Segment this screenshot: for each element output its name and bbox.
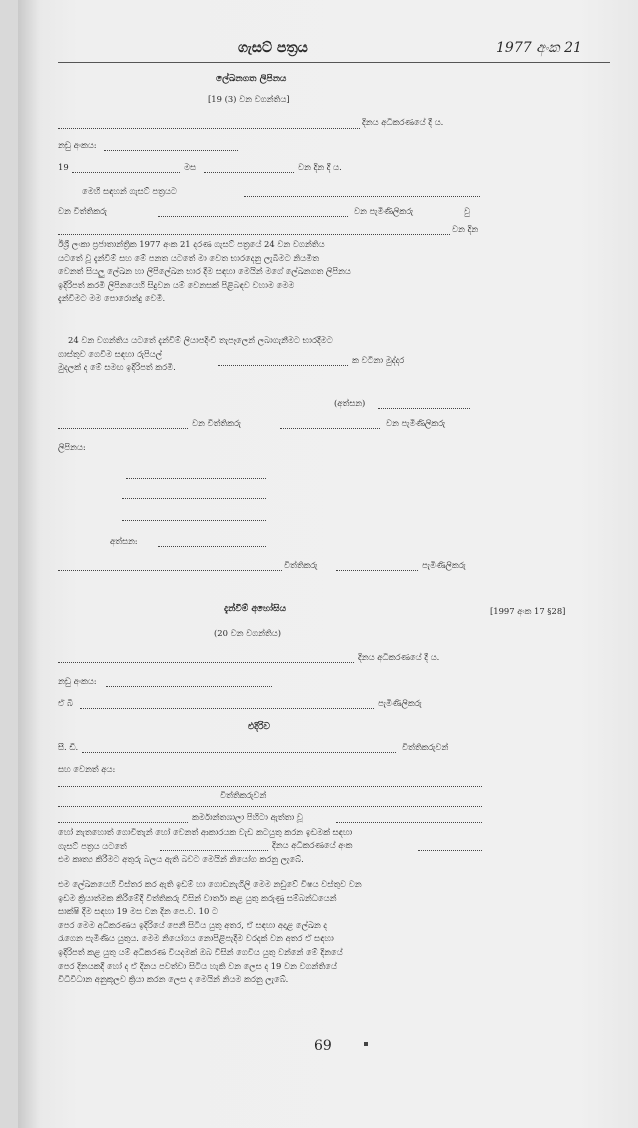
header-rule [58, 62, 610, 63]
form1-address-line-2 [122, 498, 266, 499]
page-number: 69 [314, 1038, 332, 1054]
form2-title: දැන්වීම් අහෝසිය [224, 604, 287, 614]
form2-to-label: සහ වෙනත් අය: [58, 764, 116, 774]
form1-eeday-label: වන දින [452, 224, 479, 234]
form1-copy-label: මෙහි සඳහන් ගැසට් පත්‍රයට [82, 186, 177, 196]
form2-inc-line [58, 822, 188, 823]
form2-paragraph3-line: පෙර දිනයකදී හෝ ද ඒ දිනය පවත්වා සිටිය හැකි වන ලෙස ද 19 වන වගන්තියේ [58, 960, 337, 971]
issue-year: 1977 අංක 21 [496, 40, 582, 56]
form2-case-label: නඩු අංකය: [58, 676, 97, 686]
form2-paragraph-line: ගැසට් පත්‍රය යටතේ [58, 840, 127, 851]
form1-d-label: වු [464, 206, 471, 216]
form2-gazette-line-2 [418, 850, 482, 851]
form1-plaintiff-label: වන විත්තිකරු [58, 206, 107, 216]
form1-address-label: ලිපිනය: [58, 442, 86, 452]
form1-signature-line [158, 546, 266, 547]
form1-paragraph-line: ඊශ්‍රී ලංකා ප්‍රජාතාන්ත්‍රික 1977 අංක 21 දරණ ගැසට් පත්‍රයේ 24 වන වගන්තිය [58, 239, 325, 249]
form1-case-label: නඩු අංකය: [58, 140, 97, 150]
form2-versus: එදිරිව [248, 722, 270, 732]
form2-inc-label: කර්මාන්තශාලා පිහිටා ඇත්තා වූ [192, 812, 303, 822]
form1-defendant3-label: පැමිණිලිකරු [422, 560, 466, 570]
form2-case-line [106, 686, 272, 687]
form2-cd-label: සී. ඩී. [58, 742, 79, 752]
form2-paragraph3-line: රැගෙන පැමිණිය යුතුය. මෙම නියෝගය නොපිළිපැදීම වරදක් වන අතර ඒ සඳහා [58, 933, 334, 944]
form1-year-label: 19 [58, 162, 69, 172]
form1-paragraph2-line [58, 348, 482, 362]
form2-cd-line [82, 752, 396, 753]
form1-fee-line [218, 365, 348, 366]
form1-plaintiff2-line [58, 428, 188, 429]
form2-paragraph3-line: ඉදිරිපත් කළ යුතු යම් අධිකරණ වියදමක් ඔබ විසින් ගෙවිය යුතු වන්නේ මේ දිනයේ [58, 946, 343, 957]
form1-defendant3-line [336, 570, 418, 571]
form1-day-label: වන දින දී ය. [298, 162, 342, 172]
form1-plaintiff3-label: විත්තිකරු [284, 560, 318, 570]
form1-title: ලේඛනගත ලිපිනය [216, 74, 287, 84]
form2-paragraph3 [58, 878, 482, 987]
form1-address-line-1 [126, 478, 266, 479]
form2-gazette-line [160, 850, 268, 851]
form1-copy-line [244, 196, 480, 197]
form1-defendant2-label: වන පැමිණිලිකරු [386, 418, 446, 428]
form1-case-line [104, 150, 238, 151]
form2-paragraph [58, 826, 482, 867]
form2-paragraph-line: හෝ නැතහොත් ගොවිතැන් හෝ වෙනත් ආකාරයක වැඩ කටයුතු කරන ඉඩමක් සඳහා [58, 827, 353, 837]
form1-paragraph-line: දැන්වීමට මම පොරොන්දු වෙමි. [58, 293, 166, 304]
form1-month-label: මස [184, 162, 197, 172]
form2-to-line [58, 786, 482, 787]
form1-sign-label: (අත්සන) [334, 398, 366, 408]
form1-paragraph-line: ඉදිරිපත් කරමි ලිපිනයෙහි සිදුවන යම් වෙනසක් පිළිබඳව වහාම මෙම [58, 279, 295, 290]
form2-plaintiff-label: විත්තිකරුවන් [402, 742, 449, 752]
form1-plaintiff2-label: වන විත්තිකරු [192, 418, 241, 428]
form1-paragraph-line: වෙනත් සියලු ලේඛන හා ලිපිලේඛන භාර දීම සඳහා මෙයින් මගේ ලේඛනගත ලිපිනය [58, 266, 351, 277]
form2-gazette-tail: දිනය අධිකරණයේ අංක [272, 840, 353, 850]
form1-stamp-label: ක වටිනා මුද්දර [352, 355, 405, 365]
form2-side-reference: [1997 අංක 17 §28] [490, 606, 566, 616]
form1-month-line [204, 172, 294, 173]
form2-ab-line [80, 708, 374, 709]
form1-eeday-line [58, 234, 450, 235]
form1-paragraph2-line: මුදලක් ද මේ සමඟ ඉදිරිපත් කරමි. [58, 362, 176, 373]
form2-reference: (20 වන වගන්තිය) [214, 628, 281, 638]
form1-paragraph2 [58, 334, 482, 375]
form2-paragraph3-line: පෙර මෙම අධිකරණය ඉදිරියේ පෙනී සිටිය යුතු අතර, ඒ සඳහා අදාළ ලේඛන ද [58, 919, 328, 930]
form2-inc-line-2 [336, 822, 482, 823]
form1-paragraph [58, 238, 482, 306]
form2-date-line [58, 662, 354, 663]
form1-reference: [19 (3) වන වගන්තිය] [208, 94, 290, 104]
form1-paragraph2-line: 24 වන වගන්තිය යටතේ දැන්වීම් ලියාපදිංචි තැපෑලෙන් ලබාගැනීමට භාරදීමට [68, 335, 333, 345]
form2-paragraph3-line: ඉඩම ක්‍රියාත්මක කිරීමේදී විත්තිකරු විසින් වාර්තා කළ යුතු කරුණු සම්බන්ධයෙන් [58, 892, 337, 903]
footer-mark [364, 1042, 368, 1046]
form1-signature-label: අත්සන: [110, 536, 138, 546]
running-title: ගැසට් පත්‍රය [238, 40, 308, 56]
form1-fee-label: ගාස්තුව ගෙවීම සඳහා රුපියල් [58, 348, 163, 359]
form1-sign-line [378, 408, 470, 409]
form1-defendant-label: වන පැමිණිලිකරු [354, 206, 414, 216]
form1-plaintiff-line [158, 216, 348, 217]
form1-date-label: දිනය අධිකරණයේ දී ය. [362, 117, 444, 127]
form2-to-sub-label: විත්තිකරුවන් [220, 790, 267, 800]
form1-year-line [72, 172, 180, 173]
form2-defendant-label: පැමිණිලිකරු [378, 698, 422, 708]
form1-plaintiff3-line [58, 570, 282, 571]
form1-paragraph-line: යටතේ වූ දැන්වීම් සහ මේ පනත යටතේ මා වෙත භාරදෙනු ලැබීමට නියමිත [58, 252, 319, 263]
form1-address-line-3 [122, 520, 266, 521]
form2-paragraph3-line: විධිවිධාන අනුකූලව ක්‍රියා කරන ලෙස ද මෙයින් නියම කරනු ලැබේ. [58, 974, 289, 985]
form2-to-sub-line [58, 806, 482, 807]
form2-paragraph3-line: සාක්ෂි දීම සඳහා 19 මස වන දින පෙ.ව. 10 ට [58, 906, 219, 917]
form2-paragraph-line: එම කෘත්‍ය කිරීමට අතුරු බලය ඇති බවට මෙයින් නියෝග කරනු ලැබේ. [58, 854, 304, 865]
form1-defendant2-line [280, 428, 380, 429]
form2-paragraph3-line: එම ලේඛනයෙහි විස්තර කර ඇති ඉඩම් හා ගොඩනැගිලි මෙම නඩුවේ විෂය වස්තුව වන [58, 879, 362, 889]
document-page [18, 0, 638, 1128]
form2-ab-label: ඒ බී [58, 698, 73, 708]
form2-date-label: දිනය අධිකරණයේ දී ය. [358, 652, 440, 662]
form1-date-line [58, 128, 360, 129]
